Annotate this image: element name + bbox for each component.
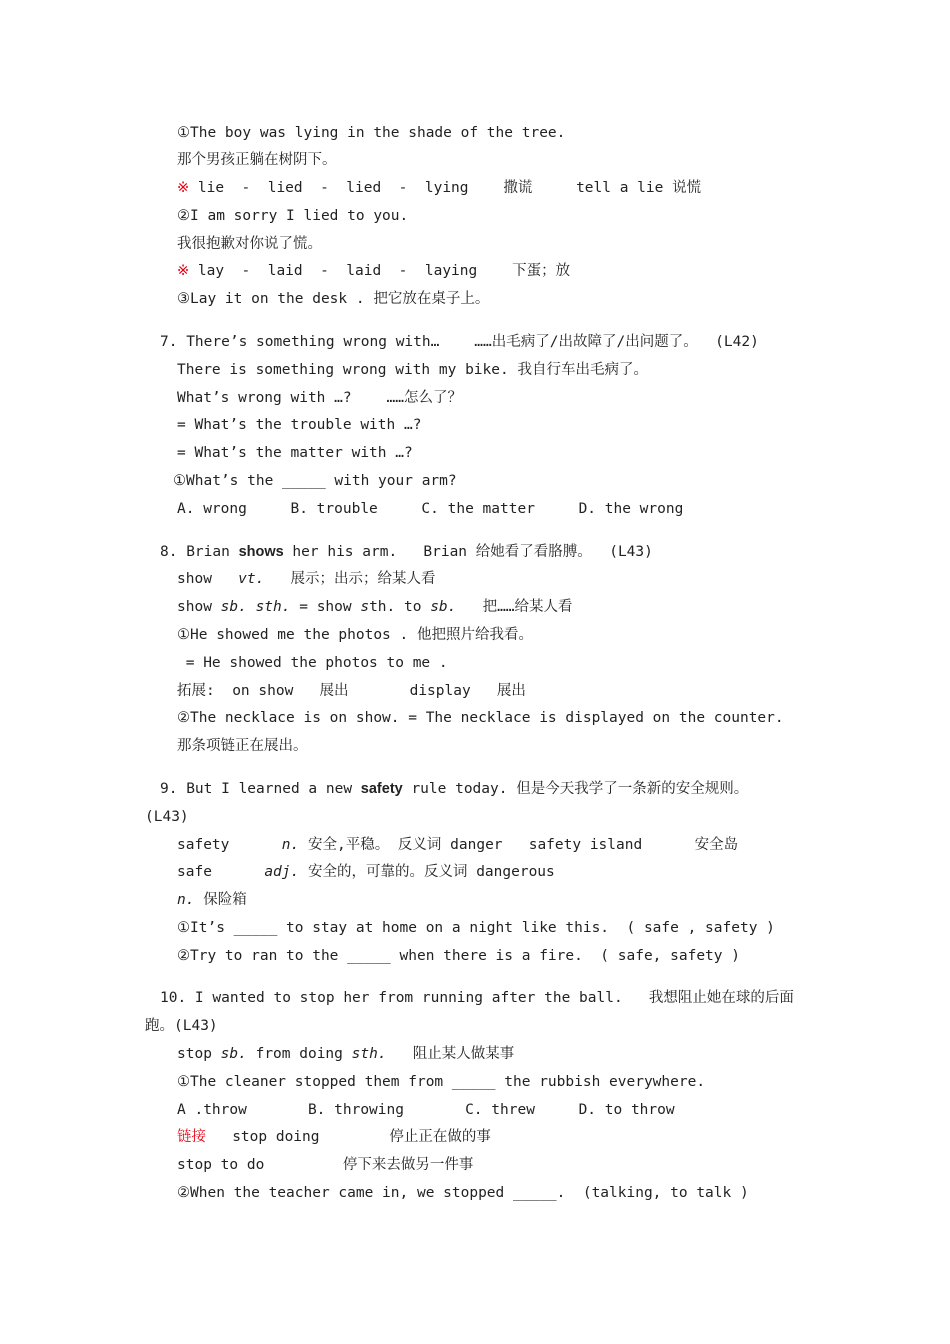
item-7-heading: 7. There’s something wrong with… ……出毛病了/出故障了/出问题了。 (L42) — [160, 334, 759, 350]
item-10-heading-cont: 跑。(L43) — [145, 1018, 218, 1034]
item-8-line-2: show sb. sth. = show sth. to sb. 把……给某人看 — [177, 599, 573, 615]
item-9-line-1: safety n. 安全,平稳。 反义词 danger safety island 安全岛 — [177, 837, 739, 853]
lie-note — [177, 178, 701, 198]
item-7-line-3: = What’s the trouble with …? — [177, 417, 422, 433]
item-8-example-2: ②The necklace is on show. = The necklace is displayed on the counter. — [177, 710, 784, 726]
reference-mark-icon: ※ — [177, 180, 190, 196]
item-9-line-2: safe adj. 安全的，可靠的。反义词 dangerous — [177, 864, 555, 880]
lie-example-2-translation: 我很抱歉对你说了慌。 — [177, 236, 322, 252]
item-7-line-4: = What’s the matter with …? — [177, 445, 413, 461]
link-label: 链接 — [177, 1129, 206, 1145]
item-9-heading-cont: (L43) — [145, 809, 189, 825]
item-10-heading: 10. I wanted to stop her from running after the ball. 我想阻止她在球的后面 — [160, 990, 794, 1006]
item-10-question-1: ①The cleaner stopped them from _____ the rubbish everywhere. — [177, 1074, 706, 1090]
item-10-line-3: stop to do 停下来去做另一件事 — [177, 1157, 474, 1173]
item-8-line-1: show vt. 展示；出示；给某人看 — [177, 571, 436, 587]
item-9-line-3: n. 保险箱 — [177, 892, 247, 908]
item-9-question-1: ①It’s _____ to stay at home on a night like this. ( safe , safety ) — [177, 920, 775, 936]
keyword-shows: shows — [238, 544, 284, 560]
item-10-options: A .throw B. throwing C. threw D. to throw — [177, 1102, 675, 1118]
item-7-line-2: What’s wrong with …? ……怎么了？ — [177, 390, 462, 406]
item-8-extension: 拓展: on show 展出 display 展出 — [177, 683, 526, 699]
lie-note-text: lie - lied - lied - lying 撒谎 tell a lie 说慌 — [189, 180, 702, 196]
reference-mark-icon: ※ — [177, 263, 190, 279]
lie-example-1: ①The boy was lying in the shade of the tree. — [177, 125, 566, 141]
item-8-heading: 8. Brian shows her his arm. Brian 给她看了看胳膊。 (L43) — [160, 544, 653, 560]
item-8-example-2-translation: 那条项链正在展出。 — [177, 738, 308, 754]
lay-note — [177, 261, 570, 281]
item-7-options: A. wrong B. trouble C. the matter D. the wrong — [177, 501, 684, 517]
item-10-question-2: ②When the teacher came in, we stopped _____. (talking, to talk ) — [177, 1185, 749, 1201]
item-10-link-line: 链接 stop doing 停止正在做的事 — [177, 1129, 491, 1145]
lie-example-1-translation: 那个男孩正躺在树阴下。 — [177, 152, 337, 168]
item-10-line-1: stop sb. from doing sth. 阻止某人做某事 — [177, 1046, 515, 1062]
item-9-heading: 9. But I learned a new safety rule today. 但是今天我学了一条新的安全规则。 — [160, 781, 749, 797]
item-7-question: ①What’s the _____ with your arm? — [173, 473, 457, 489]
lay-example-3: ③Lay it on the desk . 把它放在桌子上。 — [177, 291, 490, 307]
item-9-question-2: ②Try to ran to the _____ when there is a fire. ( safe, safety ) — [177, 948, 740, 964]
lie-example-2: ②I am sorry I lied to you. — [177, 208, 409, 224]
keyword-safety: safety — [360, 781, 403, 797]
item-8-example-1: ①He showed me the photos . 他把照片给我看。 — [177, 627, 533, 643]
item-7-line-1: There is something wrong with my bike. 我自行车出毛病了。 — [177, 362, 648, 378]
lay-note-text: lay - laid - laid - laying 下蛋；放 — [189, 263, 571, 279]
item-8-example-1b: = He showed the photos to me . — [177, 655, 448, 671]
